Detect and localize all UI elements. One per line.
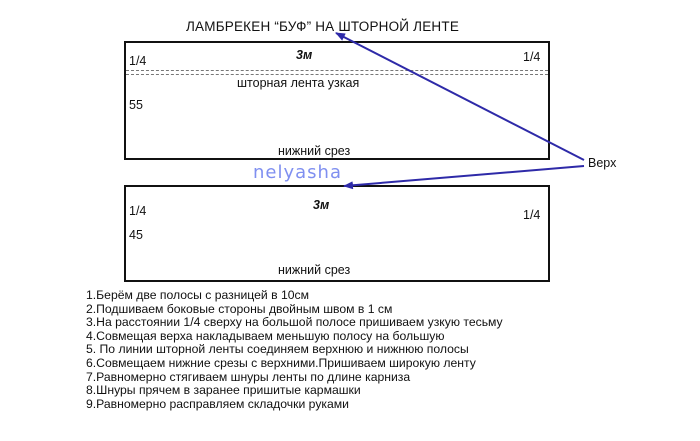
- watermark: nelyasha: [253, 162, 342, 183]
- arrow-to-top-panel: [336, 33, 584, 160]
- bottom-width-label: 3м: [313, 198, 330, 212]
- instruction-step: 7.Равномерно стягиваем шнуры ленты по длине карниза: [86, 369, 411, 384]
- instruction-step: 2.Подшиваем боковые стороны двойным швом в 1 см: [86, 301, 393, 316]
- top-height-label: 55: [129, 98, 143, 112]
- instruction-step: 4.Совмещая верха накладываем меньшую полосу на большую: [86, 328, 445, 343]
- instruction-step: 3.На расстоянии 1/4 сверху на большой полосе пришиваем узкую тесьму: [86, 315, 503, 330]
- top-right-quarter: 1/4: [523, 50, 541, 64]
- bottom-bottom-edge-label: нижний срез: [278, 263, 351, 277]
- tape-label: шторная лента узкая: [237, 76, 360, 90]
- instruction-step: 1.Берём две полосы с разницей в 10см: [86, 288, 309, 302]
- instruction-list: [86, 289, 503, 411]
- instruction-step: 8.Шнуры прячем в заранее пришитые кармашки: [86, 383, 361, 398]
- top-bottom-edge-label: нижний срез: [278, 144, 351, 158]
- top-width-label: 3м: [296, 48, 313, 62]
- instruction-step: 5. По линии шторной ленты соединяем верхнюю и нижнюю полосы: [86, 342, 469, 357]
- diagram-title: ЛАМБРЕКЕН “БУФ” НА ШТОРНОЙ ЛЕНТЕ: [186, 19, 460, 34]
- top-pointer-label: Верх: [588, 156, 617, 170]
- bottom-right-quarter: 1/4: [523, 208, 541, 222]
- instruction-step: 6.Совмещаем нижние срезы с верхними.Пришиваем широкую ленту: [86, 355, 476, 370]
- top-left-quarter: 1/4: [129, 54, 147, 68]
- instruction-step: 9.Равномерно расправляем складочки руками: [86, 396, 349, 411]
- arrow-to-bottom-panel: [344, 166, 584, 186]
- bottom-height-label: 45: [129, 228, 143, 242]
- bottom-left-quarter: 1/4: [129, 204, 147, 218]
